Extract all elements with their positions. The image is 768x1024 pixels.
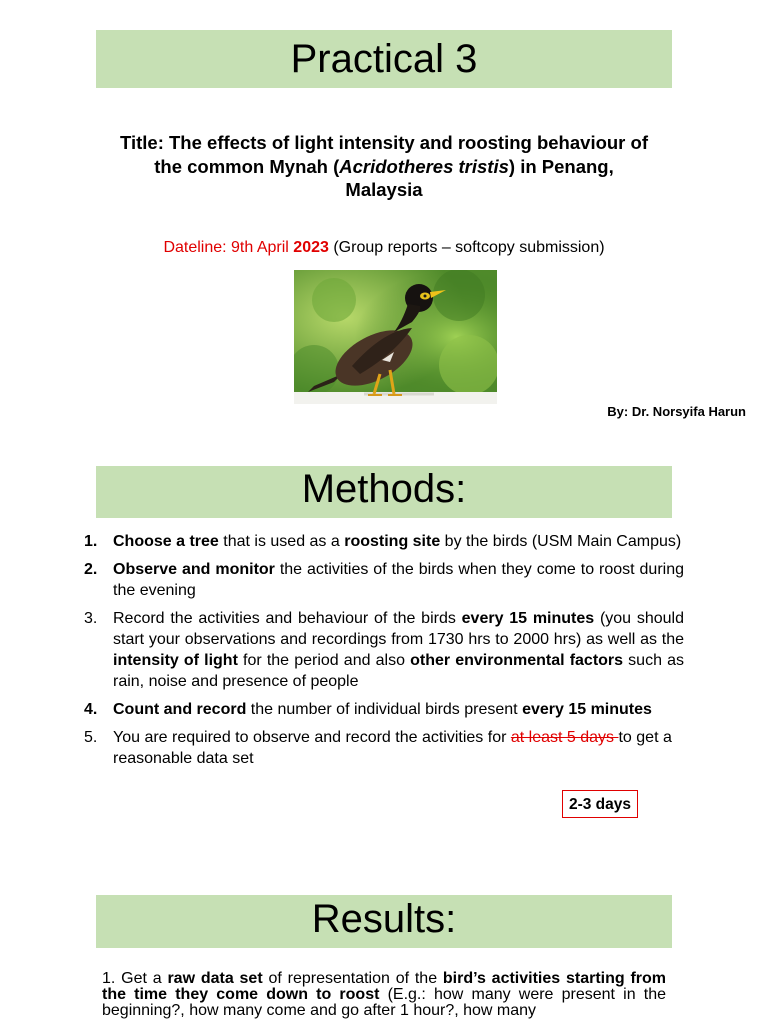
results-bold: raw data set (167, 970, 263, 987)
practical-title: Practical 3 (290, 37, 478, 81)
methods-heading: Methods: (301, 467, 467, 511)
results-heading: Results: (311, 897, 457, 941)
bold-text: Choose a tree (113, 533, 219, 550)
bold-text: Observe and monitor (113, 561, 275, 578)
step-text: You are required to observe and record the activities for (113, 729, 511, 746)
results-plain: of representation of the (262, 970, 443, 987)
step-number: 4. (84, 701, 98, 718)
method-step-4 (74, 699, 684, 720)
method-step-5 (74, 727, 684, 769)
title-line-1: Title: The effects of light intensity and roosting behaviour of (120, 132, 648, 153)
step-number: 2. (84, 561, 98, 578)
correction-box: 2-3 days (562, 790, 638, 818)
method-step-1 (74, 531, 684, 552)
step-text: that is used as a (218, 533, 345, 550)
results-plain: (E.g.: how many were present in the beginning?, how many come and go after 1 hour?, how many (102, 986, 666, 1019)
results-plain: 1. Get a (102, 970, 168, 987)
deadline-note: (Group reports – softcopy submission) (328, 239, 605, 256)
title-line-3: Malaysia (345, 179, 423, 200)
results-bold: bird’s activities starting from the time they come down to roost (102, 970, 666, 1003)
step-text: by the birds (USM Main Campus) (440, 533, 682, 550)
mynah-bird-image (294, 270, 497, 404)
step-number: 3. (84, 610, 98, 627)
step-number: 1. (84, 533, 98, 550)
deadline-label: Dateline: 9th April (163, 239, 294, 256)
bold-text: intensity of light (113, 652, 238, 669)
step-text: such as rain, noise and presence of people (113, 652, 685, 690)
practical-title-banner (96, 30, 672, 88)
bold-text: every 15 minutes (461, 610, 595, 627)
step-number: 5. (84, 729, 98, 746)
title-line-2 (96, 155, 672, 179)
step-text: to get a reasonable data set (113, 729, 672, 767)
title-text: ) in Penang, (508, 155, 614, 177)
results-text (102, 971, 666, 1019)
method-step-2 (74, 559, 684, 601)
results-banner (96, 895, 672, 948)
step-text: (you should start your observations and recordings from 1730 hrs to 2000 hrs) as well as the (113, 610, 685, 648)
step-text: the number of individual birds present (246, 701, 523, 718)
bold-text: Count and record (113, 701, 247, 718)
title-text: the common Mynah ( (154, 155, 340, 177)
methods-list (74, 531, 684, 776)
struck-text: at least 5 days (510, 729, 619, 746)
step-text: for the period and also (237, 652, 411, 669)
deadline (60, 239, 708, 257)
bold-text: roosting site (344, 533, 441, 550)
method-step-3 (74, 608, 684, 692)
report-title (96, 131, 672, 202)
bold-text: other environmental factors (410, 652, 624, 669)
step-text: Record the activities and behaviour of the birds (113, 610, 462, 627)
deadline-year: 2023 (293, 239, 329, 256)
mynah-bird-photo (294, 270, 497, 404)
methods-banner (96, 466, 672, 518)
species-name: Acridotheres tristis (339, 155, 509, 177)
author-byline: By: Dr. Norsyifa Harun (607, 404, 746, 419)
step-text: the activities of the birds when they come to roost during the evening (113, 561, 685, 599)
bold-text: every 15 minutes (522, 701, 652, 718)
